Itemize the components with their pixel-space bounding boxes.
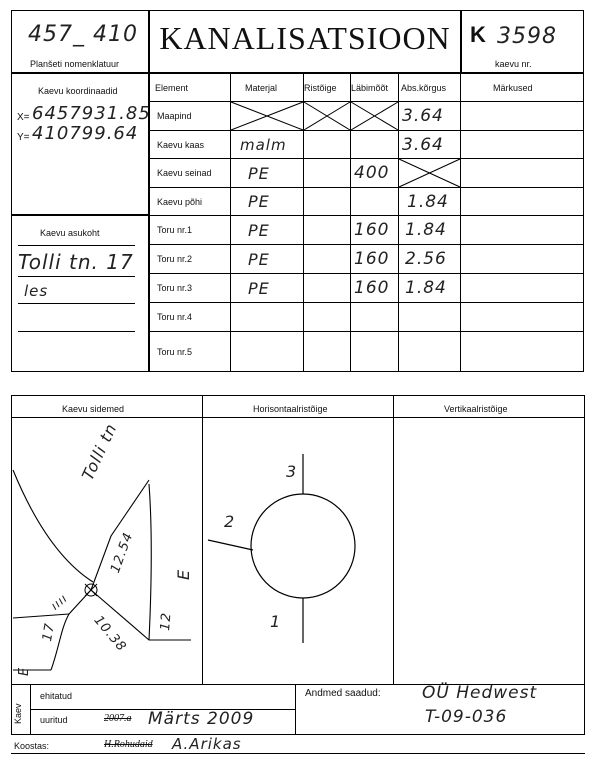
element-cell: Toru nr.1 <box>157 225 193 235</box>
location-line2: les <box>24 282 49 300</box>
x-prefix: X= <box>17 112 30 123</box>
coordinates-label: Kaevu koordinaadid <box>38 86 118 96</box>
diameter-cell: 160 <box>354 249 390 269</box>
element-cell: Maapind <box>157 111 192 121</box>
links-title: Kaevu sidemed <box>62 404 125 414</box>
street-label: Tolli tn <box>78 420 121 484</box>
header-cross: Ristõige <box>304 82 337 93</box>
number-12: 12 <box>158 611 175 632</box>
element-cell: Toru nr.4 <box>157 312 193 322</box>
material-cell: PE <box>248 278 270 298</box>
surveyed-label: uuritud <box>40 715 68 725</box>
abs-cell: 3.64 <box>402 134 444 155</box>
header-abs-height: Abs.kõrgus <box>401 82 447 93</box>
header-diameter: Läbimõõt <box>351 82 389 93</box>
diameter-cell: 400 <box>354 163 390 183</box>
distance-1: 12.54 <box>108 530 137 576</box>
element-cell: Toru nr.5 <box>157 347 193 357</box>
y-value: 410799.64 <box>32 123 139 144</box>
material-cell: PE <box>248 163 270 183</box>
horizontal-title: Horisontaalristõige <box>253 404 328 414</box>
number-17: 17 <box>40 621 58 643</box>
pipe-3-label: 3 <box>286 462 298 481</box>
header-notes: Märkused <box>493 82 533 93</box>
abs-cell: 1.84 <box>405 220 447 240</box>
data-received-company: OÜ Hedwest <box>422 683 538 703</box>
surveyed-old: 2007.a <box>104 713 132 724</box>
data-received-code: T-09-036 <box>425 707 508 727</box>
x-value: 6457931.85 <box>32 103 151 124</box>
pipe-1-label: 1 <box>270 612 282 631</box>
location-label: Kaevu asukoht <box>40 228 100 238</box>
material-cell: PE <box>248 249 270 269</box>
horizontal-section <box>203 418 393 684</box>
compiled-old: H.Rohudaid <box>104 739 153 750</box>
abs-cell: 3.64 <box>402 106 444 126</box>
material-cell: PE <box>248 220 270 240</box>
element-cell: Toru nr.3 <box>157 283 193 293</box>
abs-cell: 1.84 <box>405 278 447 298</box>
diameter-cell: 160 <box>354 220 390 240</box>
material-cell: PE <box>248 192 270 211</box>
page-title: KANALISATSIOON <box>159 20 451 56</box>
sheet-label: Planšeti nomenklatuur <box>30 59 120 69</box>
compiled-new: A.Arikas <box>172 735 242 753</box>
header-element: Element <box>155 82 189 93</box>
element-cell: Kaevu seinad <box>157 168 212 178</box>
element-cell: Kaevu kaas <box>157 139 205 150</box>
sheet-number: 457_ 410 <box>28 22 138 47</box>
element-cell: Kaevu põhi <box>157 196 203 207</box>
surveyed-new: Märts 2009 <box>148 709 255 729</box>
vertical-title: Vertikaalristõige <box>444 404 508 414</box>
compiled-label: Koostas: <box>14 741 50 751</box>
pipe-2-label: 2 <box>224 512 236 531</box>
dot-label: ıııı <box>48 590 71 613</box>
element-cell: Toru nr.2 <box>157 254 193 264</box>
header-material: Materjal <box>245 82 278 93</box>
material-cell: malm <box>240 135 287 154</box>
well-label: kaevu nr. <box>495 59 532 69</box>
diameter-cell: 160 <box>354 278 390 298</box>
letter-e: E <box>174 568 193 580</box>
well-number: 3598 <box>497 24 557 49</box>
well-side-label: Kaev <box>13 703 23 724</box>
data-received-label: Andmed saadud: <box>305 688 381 699</box>
y-prefix: Y= <box>17 132 30 143</box>
letter-e-bottom: E <box>17 666 32 676</box>
distance-2: 10.38 <box>90 613 130 655</box>
location-line1: Tolli tn. 17 <box>18 250 134 274</box>
abs-cell: 2.56 <box>405 249 447 269</box>
abs-cell: 1.84 <box>407 191 449 212</box>
built-label: ehitatud <box>40 691 73 701</box>
well-prefix: K <box>470 22 486 47</box>
